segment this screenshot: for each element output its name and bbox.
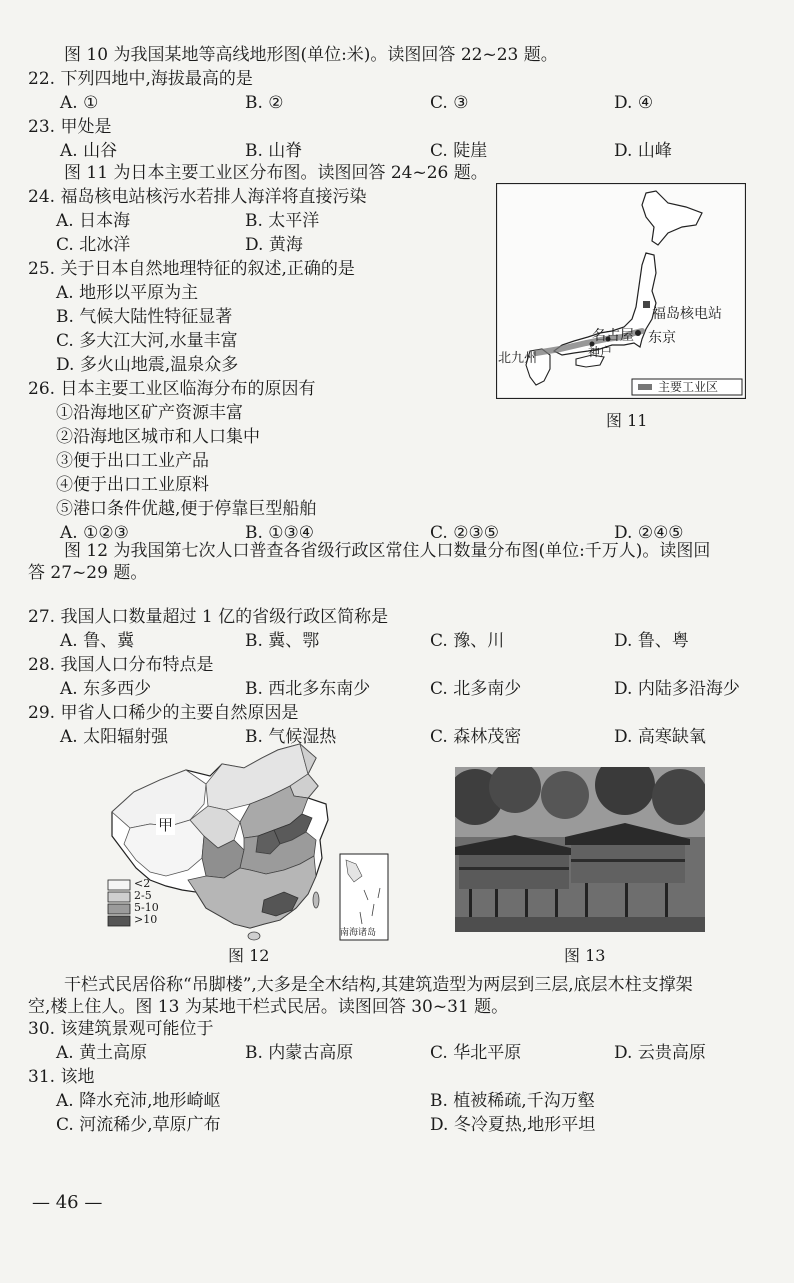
figure-12-caption: 图 12 — [228, 946, 270, 965]
option-d: D. ②④⑤ — [614, 523, 684, 543]
nagoya-label: 名古屋 — [592, 328, 634, 344]
question-22 — [28, 68, 253, 90]
option-c: C. ②③⑤ — [430, 523, 499, 543]
option-c: C. 北冰洋 — [56, 235, 131, 255]
option-d: D. 多火山地震,温泉众多 — [56, 355, 239, 375]
question-25 — [28, 258, 355, 280]
intro-fig12: 图 12 为我国第七次人口普查各省级行政区常住人口数量分布图(单位:千万人)。读图回 — [64, 541, 711, 561]
option-b: B. ①③④ — [245, 523, 315, 543]
figure-13-caption: 图 13 — [564, 946, 606, 965]
question-29 — [28, 702, 298, 724]
question-number: 26. — [28, 379, 56, 399]
option-a: A. 山谷 — [60, 141, 118, 161]
fukushima-label: 福岛核电站 — [652, 306, 722, 322]
question-stem: 甲处是 — [60, 117, 112, 137]
option-b: B. 内蒙古高原 — [245, 1043, 354, 1063]
question-31 — [28, 1066, 94, 1088]
stilt-house-photo — [455, 767, 705, 932]
intro-fig11: 图 11 为日本主要工业区分布图。读图回答 24~26 题。 — [64, 163, 488, 183]
option-b: B. 山脊 — [245, 141, 303, 161]
option-b: B. 冀、鄂 — [245, 631, 320, 651]
option-d: D. ④ — [614, 93, 654, 113]
option-a: A. ①②③ — [60, 523, 129, 543]
option-b: B. 西北多东南少 — [245, 679, 371, 699]
figure-13 — [455, 767, 705, 932]
question-30 — [28, 1018, 213, 1040]
question-28 — [28, 654, 213, 676]
question-number: 27. — [28, 607, 56, 627]
question-stem: 关于日本自然地理特征的叙述,正确的是 — [60, 259, 355, 279]
fukushima-marker — [643, 301, 650, 308]
question-number: 31. — [28, 1067, 56, 1087]
question-stem: 日本主要工业区临海分布的原因有 — [60, 379, 316, 399]
question-24 — [28, 186, 366, 208]
legend-label: <2 — [134, 877, 151, 890]
statement-item: ⑤港口条件优越,便于停靠巨型船舶 — [56, 499, 317, 519]
kobe-label: 神户 — [588, 345, 613, 359]
legend-label: 主要工业区 — [658, 380, 719, 394]
option-c: C. 豫、川 — [430, 631, 505, 651]
legend-label: >10 — [134, 913, 158, 926]
option-c: C. 河流稀少,草原广布 — [56, 1115, 221, 1135]
question-number: 24. — [28, 187, 56, 207]
question-stem: 我国人口数量超过 1 亿的省级行政区简称是 — [60, 607, 389, 627]
question-stem: 该地 — [60, 1067, 95, 1087]
question-stem: 下列四地中,海拔最高的是 — [60, 69, 253, 89]
figure-11 — [496, 183, 746, 399]
option-b: B. 植被稀疏,千沟万壑 — [430, 1091, 595, 1111]
option-d: D. 内陆多沿海少 — [614, 679, 740, 699]
intro-fig10: 图 10 为我国某地等高线地形图(单位:米)。读图回答 22~23 题。 — [64, 45, 558, 65]
option-c: C. 森林茂密 — [430, 727, 522, 747]
figure-12 — [94, 740, 394, 945]
option-a: A. 鲁、冀 — [60, 631, 135, 651]
intro-fig13-cont: 空,楼上住人。图 13 为某地干栏式民居。读图回答 30~31 题。 — [28, 997, 509, 1017]
option-a: A. 降水充沛,地形崎岖 — [56, 1091, 221, 1111]
option-b: B. 太平洋 — [245, 211, 320, 231]
question-number: 29. — [28, 703, 56, 723]
question-stem: 我国人口分布特点是 — [60, 655, 214, 675]
option-c: C. 陡崖 — [430, 141, 488, 161]
japan-map — [496, 183, 746, 399]
statement-item: ③便于出口工业产品 — [56, 451, 209, 471]
intro-fig12-cont: 答 27~29 题。 — [28, 563, 148, 583]
figure-11-caption: 图 11 — [606, 411, 648, 430]
option-a: A. 东多西少 — [60, 679, 152, 699]
option-d: D. 云贵高原 — [614, 1043, 706, 1063]
option-c: C. 多大江大河,水量丰富 — [56, 331, 238, 351]
legend-label: 2-5 — [134, 889, 152, 902]
option-a: A. ① — [60, 93, 99, 113]
question-number: 22. — [28, 69, 56, 89]
inset-label: 南海诸岛 — [340, 928, 377, 938]
question-stem: 该建筑景观可能位于 — [60, 1019, 214, 1039]
page-number: — 46 — — [32, 1192, 103, 1213]
option-b: B. ② — [245, 93, 284, 113]
tokyo-label: 东京 — [648, 330, 676, 346]
statement-item: ①沿海地区矿产资源丰富 — [56, 403, 243, 423]
question-26 — [28, 378, 315, 400]
question-number: 23. — [28, 117, 56, 137]
jia-label: 甲 — [158, 816, 174, 834]
question-stem: 福岛核电站核污水若排人海洋将直接污染 — [60, 187, 367, 207]
option-d: D. 鲁、粤 — [614, 631, 689, 651]
option-c: C. 北多南少 — [430, 679, 522, 699]
option-b: B. 气候湿热 — [245, 727, 337, 747]
option-c: C. ③ — [430, 93, 469, 113]
question-stem: 甲省人口稀少的主要自然原因是 — [60, 703, 299, 723]
option-a: A. 地形以平原为主 — [56, 283, 199, 303]
legend-label: 5-10 — [134, 901, 159, 914]
intro-fig13: 干栏式民居俗称“吊脚楼”,大多是全木结构,其建筑造型为两层到三层,底层木柱支撑架 — [64, 975, 693, 995]
option-a: A. 太阳辐射强 — [60, 727, 169, 747]
kitakyushu-label: 北九州 — [498, 351, 538, 366]
question-23 — [28, 116, 111, 138]
question-number: 28. — [28, 655, 56, 675]
option-a: A. 黄土高原 — [56, 1043, 148, 1063]
option-c: C. 华北平原 — [430, 1043, 522, 1063]
option-d: D. 高寒缺氧 — [614, 727, 706, 747]
question-27 — [28, 606, 388, 628]
statement-item: ④便于出口工业原料 — [56, 475, 209, 495]
option-b: B. 气候大陆性特征显著 — [56, 307, 233, 327]
option-d: D. 冬冷夏热,地形平坦 — [430, 1115, 596, 1135]
option-d: D. 黄海 — [245, 235, 303, 255]
option-d: D. 山峰 — [614, 141, 672, 161]
option-a: A. 日本海 — [56, 211, 131, 231]
statement-item: ②沿海地区城市和人口集中 — [56, 427, 260, 447]
question-number: 30. — [28, 1019, 56, 1039]
question-number: 25. — [28, 259, 56, 279]
